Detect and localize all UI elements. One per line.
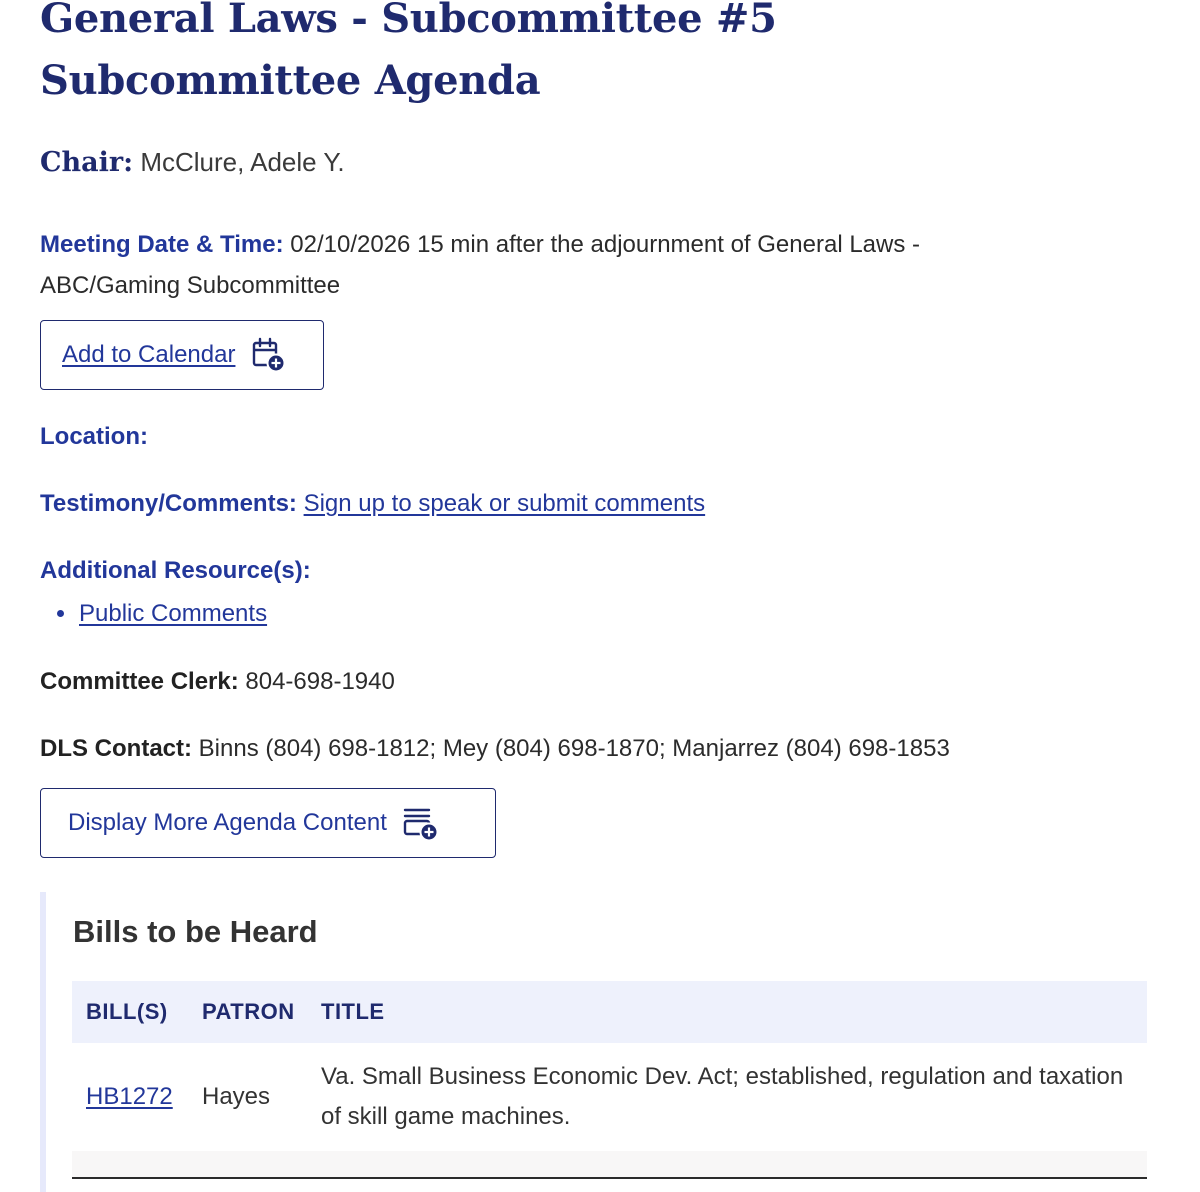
chair-value: McClure, Adele Y. (140, 147, 345, 177)
empty-cell (72, 1151, 202, 1178)
dls-contact-value: Binns (804) 698-1812; Mey (804) 698-1870; Manjarrez (804) 698-1853 (198, 735, 950, 762)
page-title: General Laws - Subcommittee #5 Subcommittee Agenda (40, 0, 777, 104)
committee-clerk-value: 804-698-1940 (245, 668, 395, 695)
agenda-list-add-icon (402, 805, 440, 841)
testimony-row (40, 483, 1160, 524)
committee-clerk-label: Committee Clerk: (40, 668, 239, 695)
sign-up-to-speak-link[interactable]: Sign up to speak or submit comments (303, 490, 706, 517)
bills-to-be-heard-section (40, 892, 1147, 1192)
add-to-calendar-label: Add to Calendar (62, 341, 236, 368)
chair-row (40, 145, 1160, 180)
location-row (40, 416, 1160, 457)
column-header-patron: PATRON (202, 999, 295, 1024)
additional-resources-list (40, 597, 1160, 631)
patron-cell: Hayes (202, 1083, 271, 1110)
table-header-row (72, 981, 1147, 1043)
empty-cell (321, 1151, 1147, 1178)
display-more-agenda-label: Display More Agenda Content (68, 809, 387, 836)
display-more-agenda-button[interactable] (40, 788, 496, 858)
bill-link-hb1272[interactable]: HB1272 (86, 1083, 173, 1110)
bill-cell (72, 1043, 202, 1151)
public-comments-link[interactable]: Public Comments (79, 600, 268, 627)
list-item (40, 597, 1160, 631)
chair-label: Chair: (40, 147, 134, 178)
additional-resources-label: Additional Resource(s): (40, 557, 311, 584)
table-row-empty (72, 1151, 1147, 1178)
bills-table (72, 981, 1147, 1179)
bills-heading: Bills to be Heard (73, 914, 318, 949)
location-label: Location: (40, 423, 148, 450)
title-cell: Va. Small Business Economic Dev. Act; established, regulation and taxation of skill game machines. (321, 1063, 1124, 1130)
bullet-icon (57, 610, 64, 617)
table-row (72, 1043, 1147, 1151)
add-to-calendar-button[interactable] (40, 320, 324, 390)
empty-cell (202, 1151, 321, 1178)
column-header-bills: BILL(S) (86, 999, 168, 1024)
committee-clerk-row (40, 661, 1160, 702)
meeting-label: Meeting Date & Time: (40, 231, 284, 258)
agenda-page (40, 0, 1160, 1130)
column-header-title: TITLE (321, 999, 385, 1024)
meeting-value: 02/10/2026 15 min after the adjournment of General Laws - ABC/Gaming Subcommittee (40, 231, 920, 299)
additional-resources-row (40, 550, 1160, 591)
meeting-date-time (40, 224, 1040, 306)
dls-contact-label: DLS Contact: (40, 735, 192, 762)
testimony-label: Testimony/Comments: (40, 490, 297, 517)
calendar-add-icon (251, 337, 287, 373)
dls-contact-row (40, 728, 1160, 769)
